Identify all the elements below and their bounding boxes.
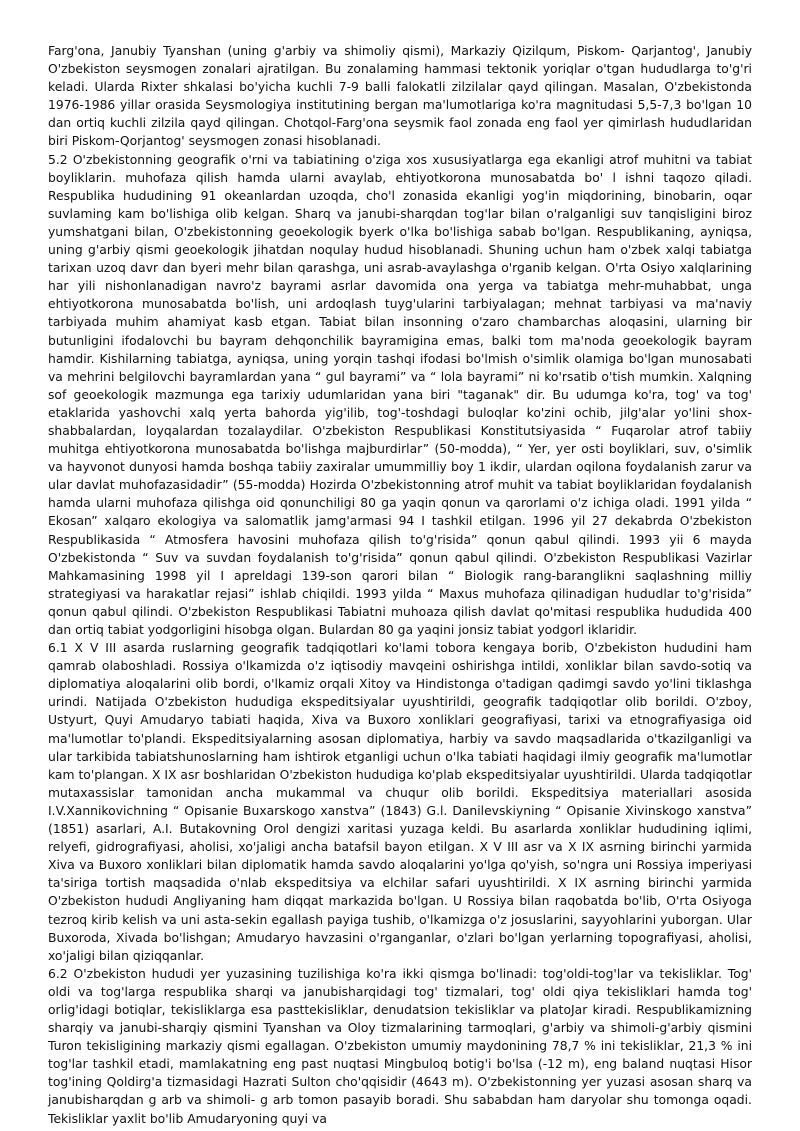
paragraph-seismogenic-zones: Farg'ona, Janubiy Tyanshan (uning g'arbiy va shimoliy qismi), Markaziy Qizilqum, Piskom- Qarjantog', Janubiy O'zbekiston seysmogen zonalari ajratilgan. Bu zonalaming hammasi tektonik yoriqlar o'tgan hududlarga to'g'ri keladi. Ularda Rixter shkalasi bo'yicha kuchli 7-9 balli falokatli zilzilalar qayd qilingan. Masalan, O'zbekistonda 1976-1986 yillar orasida Seysmologiya institutining bergan ma'lumotlariga ko'ra magnitudasi 5,5-7,3 bo'lgan 10 dan ortiq kuchli zilzila qayd qilingan. Chotqol-Farg'ona seysmik faol zonada eng faol yer qimirlash hududlaridan biri Piskom-Qorjantog' seysmogen zonasi hisoblanadi. xyxy=(48,44,752,149)
document-page xyxy=(48,42,752,1128)
paragraph-6-1-russian-research: 6.1 X V III asarda ruslarning geografik tadqiqotlari ko'lami tobora kengaya borib, O'zbekiston hududini ham qamrab olaboshladi. Rossiya o'lkamizda o'z iqtisodiy mavqeini oshirishga intildi, xonliklar bilan savdo-sotiq va diplomatiya aloqalarini olib bordi, o'lkamiz orqali Xitoy va Hindistonga o'tadigan qadimgi savdo yo'lini tiklashga urindi. Natijada O'zbekiston hududiga ekspeditsiyalar uyushtirildi, geografik tadqiqotlar olib borildi. O'zboy, Ustyurt, Quyi Amudaryo tabiati haqida, Xiva va Buxoro xonliklari geografiyasi, tarixi va etnografiyasiga oid ma'lumotlar to'plandi. Ekspeditsiyalarning asosan diplomatiya, harbiy va savdo maqsadlarida o'tkazilganligi va ular tarkibida tabiatshunoslarning ham ishtirok etganligi uchun o'lka tabiati haqidagi ilmiy geografik ma'lumotlar kam to'plangan. X IX asr boshlaridan O'zbekiston hududiga ko'plab ekspeditsiyalar uyushtirildi. Ularda tadqiqotlar mutaxassislar tamonidan ancha mukammal va chuqur olib borildi. Ekspeditsiya materiallari asosida I.V.Xannikovichning “ Opisanie Buxarskogo xanstva” (1843) G.l. Danilevskiyning “ Opisanie Xivinskogo xanstva” (1851) asarlari, A.I. Butakovning Orol dengizi xaritasi yuzaga keldi. Bu asarlarda xonliklar hududining iqlimi, relyefi, gidrografiyasi, aholisi, xo'jaligi ancha batafsil bayon etilgan. X V III asr va X IX asrning birinchi yarmida Xiva va Buxoro xonliklari bilan diplomatik hamda savdo aloqalarini yo'lga qo'yish, so'ngra uni Rossiya imperiyasi ta'siriga tortish maqsadida o'nlab ekspeditsiya va elchilar safari uyushtirildi. X IX asrning birinchi yarmida O'zbekiston hududi Angliyaning ham diqqat markazida bo'lgan. U Rossiya bilan raqobatda bo'lib, O'rta Osiyoga tezroq kirib kelish va uni asta-sekin egallash payiga tushib, o'lkamizga o'z josuslarini, sayyohlarini yuborgan. Ular Buxoroda, Xivada bo'lishgan; Amudaryo havzasini o'rganganlar, o'zlari bo'lgan yerlarning topografiyasi, aholisi, xo'jaligi bilan qiziqqanlar. xyxy=(48,641,752,963)
paragraph-5-2-nature-protection: 5.2 O'zbekistonning geografik o'rni va tabiatining o'ziga xos xususiyatlarga ega ekanligi atrof muhitni va tabiat boyliklarin. muhofaza qilish hamda ularni avaylab, ehtiyotkorona munosabatda bo' l ishni taqozo qiladi. Respublika hududining 91 okeanlardan uzoqda, cho'l zonasida ekanligi yog'in miqdorining, binobarin, oqar suvlaming kam bo'lishiga olib kelgan. Sharq va janubi-sharqdan tog'lar bilan o'ralganligi suv tanqisligini biroz yumshatgani bilan, O'zbekistonning geoekologik byerk o'lka bo'lishiga sabab bo'lgan. Respublikaning, ayniqsa, uning g'arbiy qismi geoekologik jihatdan noqulay hudud hisoblanadi. Shuning uchun ham o'zbek xalqi tabiatga tarixan uzoq davr dan byeri mehr bilan qarashga, uni asrab-avaylashga o'rganib kelgan. O'rta Osiyo xalqlarining har yili nishonlanadigan navro'z bayrami asrlar davomida ona yerga va tabiatga mehr-muhabbat, unga ehtiyotkorona munosabatda bo'lish, uni ardoqlash tuyg'ularini tarbiyalagan; mehnat tarbiyasi va ma'naviy tarbiyada muhim ahamiyat kasb etgan. Tabiat bilan insonning o'zaro chambarchas aloqasini, ularning bir butunligini ifodalovchi bu bayram dehqonchilik bayramigina emas, balki tom ma'noda geoekologik bayram hamdir. Kishilarning tabiatga, ayniqsa, uning yorqin tashqi ifodasi bo'lmish o'simlik olamiga bo'lgan munosabati va mehrini belgilovchi bayramlardan yana “ gul bayrami” va “ lola bayrami” ni ko'rsatib o'tish mumkin. Xalqning sof geoekologik mazmunga ega tarixiy udumlaridan yana biri "taganak" dir. Bu udumga ko'ra, tog' va tog' etaklarida yashovchi xalq yerta bahorda yig'ilib, tog'-toshdagi buloqlar ko'zini ochib, jilg'alar yo'lini shox-shabbalardan, loyqalardan tozalaydilar. O'zbekiston Respublikasi Konstitutsiyasida “ Fuqarolar atrof tabiiy muhitga ehtiyotkorona munosabatda bo'lishga majburdirlar” (50-modda), “ Yer, yer osti boyliklari, suv, o'simlik va hayvonot dunyosi hamda boshqa tabiiy zaxiralar umummilliy boy 1 ikdir, ulardan oqilona foydalanish zarur va ular davlat muhofazasidadir” (55-modda) Hozirda O'zbekistonning atrof muhit va tabiat boyliklaridan foydalanish hamda ularni muhofaza qilishga oid qonunchiligi 80 ga yaqin qonun va qarorlami o'z ichiga oladi. 1991 yilda “ Ekosan” xalqaro ekologiya va salomatlik jamg'armasi 94 I tashkil etilgan. 1996 yil 27 dekabrda O'zbekiston Respublikasida “ Atmosfera havosini muhofaza qilish to'g'risida” qonun qabul qilindi. 1993 yii 6 mayda O'zbekistonda “ Suv va suvdan foydalanish to'g'risida” qonun qabul qilindi. O'zbekiston Respublikasi Vazirlar Mahkamasining 1998 yil I apreldagi 139-son qarori bilan “ Biologik rang-baranglikni saqlashning milliy strategiyasi va harakatlar rejasi” ishlab chiqildi. 1993 yilda “ Maxus muhofaza qilinadigan hududlar to'g'risida” qonun qabul qilindi. O'zbekiston Respublikasi Tabiatni muhoaza qilish davlat qo'mitasi respublika hududida 400 dan ortiq tabiat yodgorligini hisobga olgan. Bulardan 80 ga yaqini jonsiz tabiat yodgorl iklaridir. xyxy=(48,152,752,637)
paragraph-6-2-relief: 6.2 O'zbekiston hududi yer yuzasining tuzilishiga ko'ra ikki qismga bo'linadi: tog'oldi-tog'lar va tekisliklar. Tog' oldi va tog'larga respublika sharqi va janubisharqidagi tog' tizmalari, tog' oldi qiya tekisliklari hamda tog' orlig'idagi botiqlar, tekisliklarga esa pasttekisliklar, denudatsion tekisliklar va platoJar kiradi. Respublikamizning sharqiy va janubi-sharqiy qismini Tyanshan va Oloy tizmalarining tarmoqlari, g'arbiy va shimoli-g'arbiy qismini Turon tekisligining markaziy qismi egallagan. O'zbekiston umumiy maydonining 78,7 % ini tekisliklar, 21,3 % ini tog'lar tashkil etadi, mamlakatning eng past nuqtasi Mingbuloq botig'i bo'lsa (-12 m), eng baland nuqtasi Hisor tog'ining Qoldirg'a tizmasidagi Hazrati Sulton cho'qqisidir (4643 m). O'zbekistonning yer yuzasi asosan sharq va janubisharqdan g arb va shimoli- g arb tomon pasayib boradi. Shu sababdan ham daryolar shu tomonga oqadi. Tekisliklar yaxlit bo'lib Amudaryoning quyi va xyxy=(48,966,752,1126)
